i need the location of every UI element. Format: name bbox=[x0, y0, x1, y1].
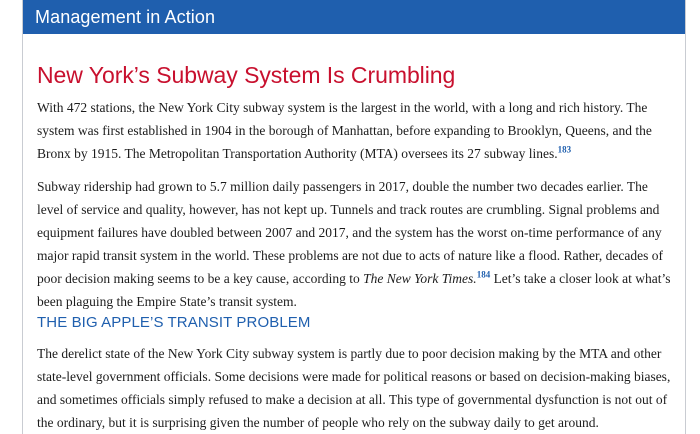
section-heading: THE BIG APPLE’S TRANSIT PROBLEM bbox=[37, 314, 311, 331]
paragraph-transit-problem: The derelict state of the New York City subway system is partly due to poor decision making by the MTA and other state-level government officials. Some decisions were made for political reasons or based on decision-making biases, and sometimes officials simply refused to make a decision at all. This type of governmental dysfunction is not out of the ordinary, but it is surprising given the number of people who rely on the subway daily to get around. bbox=[37, 346, 671, 430]
paragraph-intro bbox=[37, 96, 677, 165]
footnote-ref-183[interactable]: 183 bbox=[557, 144, 572, 155]
paragraph-ridership-text-end: Let’s take a closer look at what’s been plaguing the Empire State’s transit system. bbox=[37, 271, 671, 309]
paragraph-ridership-text: Subway ridership had grown to 5.7 million daily passengers in 2017, double the number two decades earlier. The level of service and quality, however, has not kept up. Tunnels and track routes are crumbling. Signal problems and equipment failures have doubled between 2007 and 2017, and the system has the worst on-time performance of any major rapid transit system in the world. These problems are not due to acts of nature like a flood. Rather, decades of poor decision making seems to be a key cause, according to bbox=[37, 179, 664, 286]
footnote-ref-184[interactable]: 184 bbox=[476, 269, 491, 280]
source-title: The New York Times. bbox=[363, 271, 477, 286]
paragraph-ridership bbox=[37, 175, 677, 313]
feature-box-header: Management in Action bbox=[23, 0, 686, 34]
page bbox=[22, 0, 686, 434]
article-title: New York’s Subway System Is Crumbling bbox=[37, 62, 456, 88]
paragraph-intro-text: With 472 stations, the New York City subway system is the largest in the world, with a long and rich history. The system was first established in 1904 in the borough of Manhattan, before expanding to Brooklyn, Queens, and the Bronx by 1915. The Metropolitan Transportation Authority (MTA) oversees its 27 subway lines. bbox=[37, 100, 652, 161]
